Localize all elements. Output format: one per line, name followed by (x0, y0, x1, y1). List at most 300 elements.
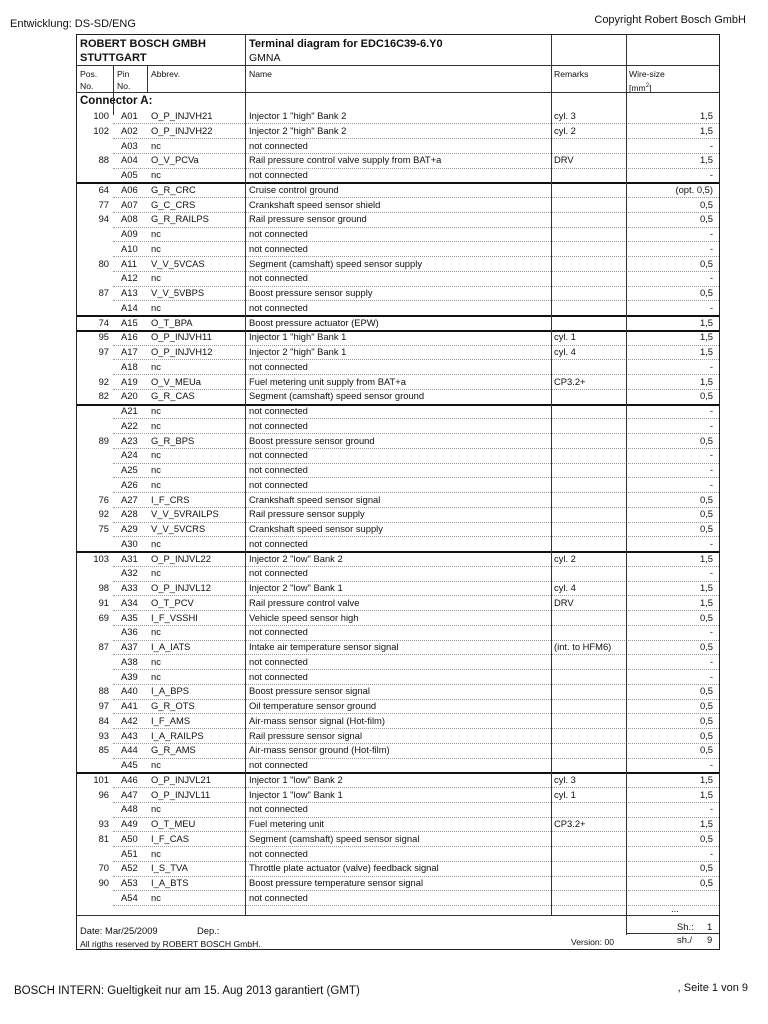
row-wire-size: 0,5 (699, 198, 713, 210)
row-name: Boost pressure sensor supply (249, 287, 373, 298)
row-pin: A27 (121, 493, 138, 505)
row-name: Crankshaft speed sensor signal (249, 493, 381, 505)
row-pin: A19 (121, 375, 138, 387)
row-name: not connected (249, 537, 308, 549)
row-pin: A16 (121, 331, 138, 343)
row-abbrev: nc (151, 301, 161, 313)
row-abbrev: O_P_INJVL22 (151, 552, 211, 564)
row-pin: A34 (121, 596, 138, 608)
col-wire-line1: Wire-size (629, 69, 665, 79)
row-abbrev: nc (151, 567, 161, 579)
row-name: Injector 2 "low" Bank 1 (249, 582, 343, 593)
row-wire-size: - (709, 759, 713, 770)
row-pin: A45 (121, 759, 138, 770)
row-wire-size: 0,5 (699, 744, 713, 756)
row-name: not connected (249, 272, 308, 284)
row-name: not connected (249, 405, 308, 416)
row-abbrev: G_R_BPS (151, 434, 195, 446)
row-wire-size: 1,5 (699, 552, 713, 564)
row-remarks: cyl. 3 (554, 773, 576, 785)
col-abbrev: Abbrev. (151, 69, 180, 79)
row-name: not connected (249, 464, 308, 475)
row-pin: A15 (121, 316, 138, 328)
row-pin: A21 (121, 405, 138, 416)
row-abbrev: I_F_AMS (151, 714, 191, 726)
col-remarks: Remarks (554, 69, 589, 79)
row-wire-size: - (709, 478, 713, 490)
row-wire-size: (opt. 0,5) (675, 183, 713, 195)
row-pin: A06 (121, 183, 138, 195)
row-wire-size: 1,5 (699, 596, 713, 608)
row-name: Oil temperature sensor ground (249, 700, 377, 711)
row-abbrev: O_T_MEU (151, 818, 196, 829)
row-pos: 103 (93, 552, 109, 564)
row-name: Throttle plate actuator (valve) feedback signal (249, 862, 439, 874)
row-wire-size: - (709, 360, 713, 372)
row-name: Rail pressure sensor supply (249, 508, 365, 520)
row-wire-size: - (709, 803, 713, 815)
row-wire-size: 1,5 (699, 773, 713, 785)
row-wire-size: 0,5 (699, 523, 713, 534)
row-name: not connected (249, 419, 308, 431)
row-wire-size: 0,5 (699, 700, 713, 711)
row-pin: A10 (121, 242, 138, 254)
row-pin: A23 (121, 434, 138, 446)
footer-sheet-of-label: sh./ (677, 934, 693, 945)
row-pin: A33 (121, 582, 138, 593)
company-city: STUTTGART (80, 52, 147, 64)
row-name: Segment (camshaft) speed sensor supply (249, 257, 423, 269)
row-pin: A24 (121, 449, 138, 461)
row-name: Air-mass sensor ground (Hot-film) (249, 744, 390, 756)
row-abbrev: nc (151, 670, 161, 682)
footer-rights: All rigths reserved by ROBERT BOSCH GmbH. (80, 939, 261, 949)
row-pos: 89 (98, 434, 109, 446)
row-wire-size: 1,5 (699, 818, 713, 829)
row-abbrev: nc (151, 478, 161, 490)
row-wire-size: 0,5 (699, 685, 713, 697)
row-remarks: cyl. 4 (554, 346, 576, 357)
row-abbrev: O_T_PCV (151, 596, 194, 608)
header-divider (77, 92, 719, 93)
row-name: not connected (249, 803, 308, 815)
row-pos: 91 (98, 596, 109, 608)
vline-pos (113, 65, 114, 115)
page-footer-right: , Seite 1 von 9 (677, 982, 748, 994)
row-abbrev: O_P_INJVL12 (151, 582, 211, 593)
row-wire-size: 1,5 (699, 582, 713, 593)
footer-date: Date: Mar/25/2009 (80, 925, 158, 936)
row-name: Rail pressure control valve (249, 596, 360, 608)
row-abbrev: nc (151, 655, 161, 667)
row-pin: A35 (121, 611, 138, 623)
document-subtitle: GMNA (249, 52, 281, 64)
row-abbrev: O_P_INJVH12 (151, 346, 213, 357)
row-wire-size: - (709, 670, 713, 682)
row-pin: A02 (121, 124, 138, 136)
col-pos-line2: No. (80, 81, 94, 91)
row-wire-size: 1,5 (699, 124, 713, 136)
row-pin: A30 (121, 537, 138, 549)
row-abbrev: nc (151, 803, 161, 815)
row-pin: A07 (121, 198, 138, 210)
row-pin: A11 (121, 257, 137, 269)
row-wire-size: 0,5 (699, 862, 713, 874)
row-wire-size: 1,5 (699, 316, 713, 328)
row-pos: 75 (98, 523, 109, 534)
row-name: Rail pressure control valve supply from BAT+a (249, 154, 442, 166)
row-abbrev: O_P_INJVH21 (151, 110, 213, 121)
row-pin: A38 (121, 655, 138, 667)
row-pin: A50 (121, 832, 138, 844)
row-wire-size: 0,5 (699, 714, 713, 726)
row-pos: 82 (98, 390, 109, 402)
row-pin: A03 (121, 139, 138, 151)
row-pos: 80 (98, 257, 109, 269)
row-pin: A54 (121, 891, 138, 903)
row-abbrev: G_R_RAILPS (151, 213, 209, 225)
row-pin: A40 (121, 685, 138, 697)
row-pin: A47 (121, 788, 138, 800)
row-remarks: cyl. 4 (554, 582, 576, 593)
row-pin: A12 (121, 272, 138, 284)
company-name: ROBERT BOSCH GMBH (80, 38, 206, 50)
footer-sheet-total: 9 (707, 934, 713, 945)
row-abbrev: G_R_CAS (151, 390, 195, 402)
continuation-mark: ... (671, 903, 679, 914)
group-divider (77, 404, 719, 406)
row-name: not connected (249, 655, 308, 667)
row-wire-size: 0,5 (699, 257, 713, 269)
row-wire-size: 1,5 (699, 154, 713, 166)
row-pin: A20 (121, 390, 138, 402)
title-divider (77, 65, 719, 66)
row-name: not connected (249, 360, 308, 372)
row-name: Boost pressure sensor signal (249, 685, 370, 697)
row-remarks: (int. to HFM6) (554, 641, 612, 652)
col-pos-line1: Pos. (80, 69, 98, 79)
row-pos: 97 (98, 346, 109, 357)
row-pin: A32 (121, 567, 138, 579)
row-wire-size: 0,5 (699, 832, 713, 844)
row-pos: 102 (93, 124, 109, 136)
row-name: not connected (249, 759, 308, 770)
row-abbrev: G_R_OTS (151, 700, 195, 711)
row-remarks: cyl. 1 (554, 788, 576, 800)
row-remarks: DRV (554, 596, 574, 608)
row-abbrev: nc (151, 360, 161, 372)
row-abbrev: I_F_VSSHI (151, 611, 198, 623)
row-remarks: cyl. 3 (554, 110, 576, 121)
row-wire-size: 1,5 (699, 788, 713, 800)
row-abbrev: nc (151, 537, 161, 549)
row-pin: A29 (121, 523, 138, 534)
row-abbrev: O_P_INJVH11 (151, 331, 212, 343)
row-wire-size: - (709, 301, 713, 313)
footer-dep: Dep.: (197, 925, 220, 936)
footer-sheet-number: 1 (707, 921, 713, 932)
row-name: Fuel metering unit supply from BAT+a (249, 375, 406, 387)
row-wire-size: 0,5 (699, 390, 713, 402)
row-divider (113, 890, 719, 891)
row-pos: 97 (98, 700, 109, 711)
row-name: not connected (249, 301, 308, 313)
row-pos: 101 (93, 773, 109, 785)
col-pin-line1: Pin (117, 69, 130, 79)
row-pos: 92 (98, 508, 109, 520)
row-abbrev: I_S_TVA (151, 862, 188, 874)
row-pos: 74 (98, 316, 109, 328)
row-abbrev: O_P_INJVH22 (151, 124, 213, 136)
row-wire-size: - (709, 464, 713, 475)
row-abbrev: V_V_5VBPS (151, 287, 205, 298)
row-abbrev: nc (151, 169, 161, 180)
row-name: Rail pressure sensor signal (249, 729, 363, 741)
row-pos: 85 (98, 744, 109, 756)
row-pos: 69 (98, 611, 109, 623)
row-wire-size: 0,5 (699, 641, 713, 652)
row-name: Fuel metering unit (249, 818, 325, 829)
row-pin: A09 (121, 228, 138, 239)
row-abbrev: nc (151, 272, 161, 284)
row-wire-size: - (709, 626, 713, 638)
row-name: not connected (249, 847, 308, 859)
row-wire-size: 0,5 (699, 287, 713, 298)
terminal-diagram-sheet (76, 34, 720, 950)
row-pin: A25 (121, 464, 138, 475)
footer-divider (77, 915, 719, 916)
row-name: Injector 2 "low" Bank 2 (249, 552, 343, 564)
row-wire-size: 1,5 (699, 375, 713, 387)
row-name: not connected (249, 478, 308, 490)
row-abbrev: nc (151, 419, 161, 431)
row-pos: 76 (98, 493, 109, 505)
row-name: not connected (249, 169, 308, 180)
row-wire-size: 0,5 (699, 729, 713, 741)
row-name: Vehicle speed sensor high (249, 611, 359, 623)
row-abbrev: V_V_5VRAILPS (151, 508, 219, 520)
row-remarks: CP3.2+ (554, 375, 586, 387)
row-wire-size: 1,5 (699, 331, 713, 343)
row-abbrev: nc (151, 847, 161, 859)
row-wire-size: - (709, 567, 713, 579)
row-name: Boost pressure temperature sensor signal (249, 877, 424, 888)
row-pin: A05 (121, 169, 138, 180)
footer-version: Version: 00 (571, 937, 614, 947)
row-abbrev: O_P_INJVL21 (151, 773, 211, 785)
row-abbrev: O_V_MEUa (151, 375, 202, 387)
row-wire-size: - (709, 405, 713, 416)
row-pin: A18 (121, 360, 138, 372)
row-remarks: DRV (554, 154, 574, 166)
row-abbrev: G_R_AMS (151, 744, 196, 756)
row-abbrev: I_A_RAILPS (151, 729, 204, 741)
page-header-right: Copyright Robert Bosch GmbH (594, 14, 746, 26)
row-remarks: CP3.2+ (554, 818, 586, 829)
page-footer-left: BOSCH INTERN: Gueltigkeit nur am 15. Aug 2013 garantiert (GMT) (14, 985, 360, 997)
row-pin: A43 (121, 729, 138, 741)
vline-abbrev (245, 35, 246, 915)
row-name: Intake air temperature sensor signal (249, 641, 399, 652)
col-name: Name (249, 69, 272, 79)
row-abbrev: O_P_INJVL11 (151, 788, 211, 800)
row-name: not connected (249, 626, 308, 638)
sheet-box-divider (626, 933, 719, 934)
row-abbrev: I_F_CRS (151, 493, 190, 505)
row-abbrev: nc (151, 139, 161, 151)
row-name: not connected (249, 449, 308, 461)
vline-name (551, 35, 552, 915)
row-wire-size: - (709, 228, 713, 239)
row-wire-size: - (709, 449, 713, 461)
row-abbrev: I_A_IATS (151, 641, 191, 652)
row-wire-size: - (709, 242, 713, 254)
row-name: not connected (249, 139, 308, 151)
row-pos: 64 (98, 183, 109, 195)
row-wire-size: - (709, 655, 713, 667)
row-wire-size: 0,5 (699, 493, 713, 505)
row-pos: 92 (98, 375, 109, 387)
page-header-left: Entwicklung: DS-SD/ENG (10, 18, 136, 30)
col-wire-line2: $[mm^2]$ (629, 82, 652, 93)
row-pin: A46 (121, 773, 138, 785)
row-pin: A44 (121, 744, 138, 756)
row-pin: A48 (121, 803, 138, 815)
row-name: Boost pressure actuator (EPW) (249, 316, 379, 328)
row-name: Segment (camshaft) speed sensor signal (249, 832, 420, 844)
row-abbrev: O_T_BPA (151, 316, 193, 328)
row-pos: 87 (98, 287, 109, 298)
row-abbrev: nc (151, 405, 161, 416)
row-pin: A08 (121, 213, 138, 225)
row-pos: 84 (98, 714, 109, 726)
row-name: not connected (249, 670, 308, 682)
row-name: Injector 1 "high" Bank 2 (249, 110, 347, 121)
row-pin: A39 (121, 670, 138, 682)
row-abbrev: nc (151, 891, 161, 903)
row-abbrev: nc (151, 449, 161, 461)
row-divider (113, 905, 719, 906)
row-abbrev: V_V_5VCRS (151, 523, 206, 534)
row-name: Injector 2 "high" Bank 2 (249, 124, 347, 136)
row-abbrev: nc (151, 759, 161, 770)
row-pin: A13 (121, 287, 138, 298)
row-pin: A53 (121, 877, 138, 888)
row-pos: 88 (98, 154, 109, 166)
row-pos: 93 (98, 729, 109, 741)
row-abbrev: G_R_CRC (151, 183, 196, 195)
row-pin: A31 (121, 552, 138, 564)
row-abbrev: I_A_BTS (151, 877, 189, 888)
row-name: Air-mass sensor signal (Hot-film) (249, 714, 385, 726)
row-wire-size: 0,5 (699, 877, 713, 888)
row-abbrev: nc (151, 242, 161, 254)
row-pin: A51 (121, 847, 138, 859)
row-wire-size: - (709, 847, 713, 859)
row-name: Boost pressure sensor ground (249, 434, 375, 446)
row-name: Injector 1 "high" Bank 1 (249, 331, 347, 343)
row-pos: 90 (98, 877, 109, 888)
row-pos: 96 (98, 788, 109, 800)
row-pin: A42 (121, 714, 138, 726)
row-pos: 95 (98, 331, 109, 343)
row-pin: A36 (121, 626, 138, 638)
row-name: not connected (249, 891, 308, 903)
row-name: Injector 1 "low" Bank 2 (249, 773, 343, 785)
row-pos: 70 (98, 862, 109, 874)
row-remarks: cyl. 2 (554, 124, 576, 136)
row-pin: A22 (121, 419, 138, 431)
row-pos: 87 (98, 641, 109, 652)
row-wire-size: 1,5 (699, 110, 713, 121)
row-name: not connected (249, 228, 308, 239)
row-name: not connected (249, 567, 308, 579)
row-name: not connected (249, 242, 308, 254)
row-pin: A26 (121, 478, 138, 490)
footer-sheet-label: Sh.: (677, 921, 694, 932)
row-name: Cruise control ground (249, 183, 339, 195)
row-abbrev: G_C_CRS (151, 198, 196, 210)
row-abbrev: nc (151, 626, 161, 638)
row-name: Crankshaft speed sensor supply (249, 523, 383, 534)
row-pos: 94 (98, 213, 109, 225)
row-wire-size: - (709, 419, 713, 431)
row-pin: A37 (121, 641, 138, 652)
connector-label: Connector A: (80, 95, 153, 107)
row-wire-size: - (709, 272, 713, 284)
row-remarks: cyl. 2 (554, 552, 576, 564)
row-abbrev: I_A_BPS (151, 685, 190, 697)
vline-pin (147, 65, 148, 92)
row-pin: A41 (121, 700, 138, 711)
row-pos: 77 (98, 198, 109, 210)
row-wire-size: 1,5 (699, 346, 713, 357)
row-wire-size: 0,5 (699, 213, 713, 225)
row-abbrev: I_F_CAS (151, 832, 190, 844)
row-abbrev: O_V_PCVa (151, 154, 199, 166)
row-pin: A14 (121, 301, 138, 313)
row-pin: A17 (121, 346, 138, 357)
row-pos: 100 (93, 110, 109, 121)
row-pin: A01 (121, 110, 138, 121)
row-pos: 88 (98, 685, 109, 697)
row-wire-size: - (709, 139, 713, 151)
row-remarks: cyl. 1 (554, 331, 576, 343)
row-pos: 93 (98, 818, 109, 829)
col-pin-line2: No. (117, 81, 131, 91)
row-wire-size: 0,5 (699, 508, 713, 520)
row-name: Injector 2 "high" Bank 1 (249, 346, 347, 357)
row-pos: 98 (98, 582, 109, 593)
document-title: Terminal diagram for EDC16C39-6.Y0 (249, 38, 443, 50)
row-name: Rail pressure sensor ground (249, 213, 367, 225)
row-name: Injector 1 "low" Bank 1 (249, 788, 343, 800)
row-pin: A04 (121, 154, 138, 166)
row-pin: A52 (121, 862, 138, 874)
vline-remarks (626, 35, 627, 935)
row-name: Segment (camshaft) speed sensor ground (249, 390, 425, 402)
row-name: Crankshaft speed sensor shield (249, 198, 381, 210)
row-pos: 81 (98, 832, 109, 844)
row-pin: A28 (121, 508, 138, 520)
row-pin: A49 (121, 818, 138, 829)
row-wire-size: 0,5 (699, 434, 713, 446)
row-wire-size: - (709, 169, 713, 180)
row-wire-size: 0,5 (699, 611, 713, 623)
row-abbrev: nc (151, 464, 161, 475)
row-abbrev: V_V_5VCAS (151, 257, 205, 269)
row-wire-size: - (709, 537, 713, 549)
